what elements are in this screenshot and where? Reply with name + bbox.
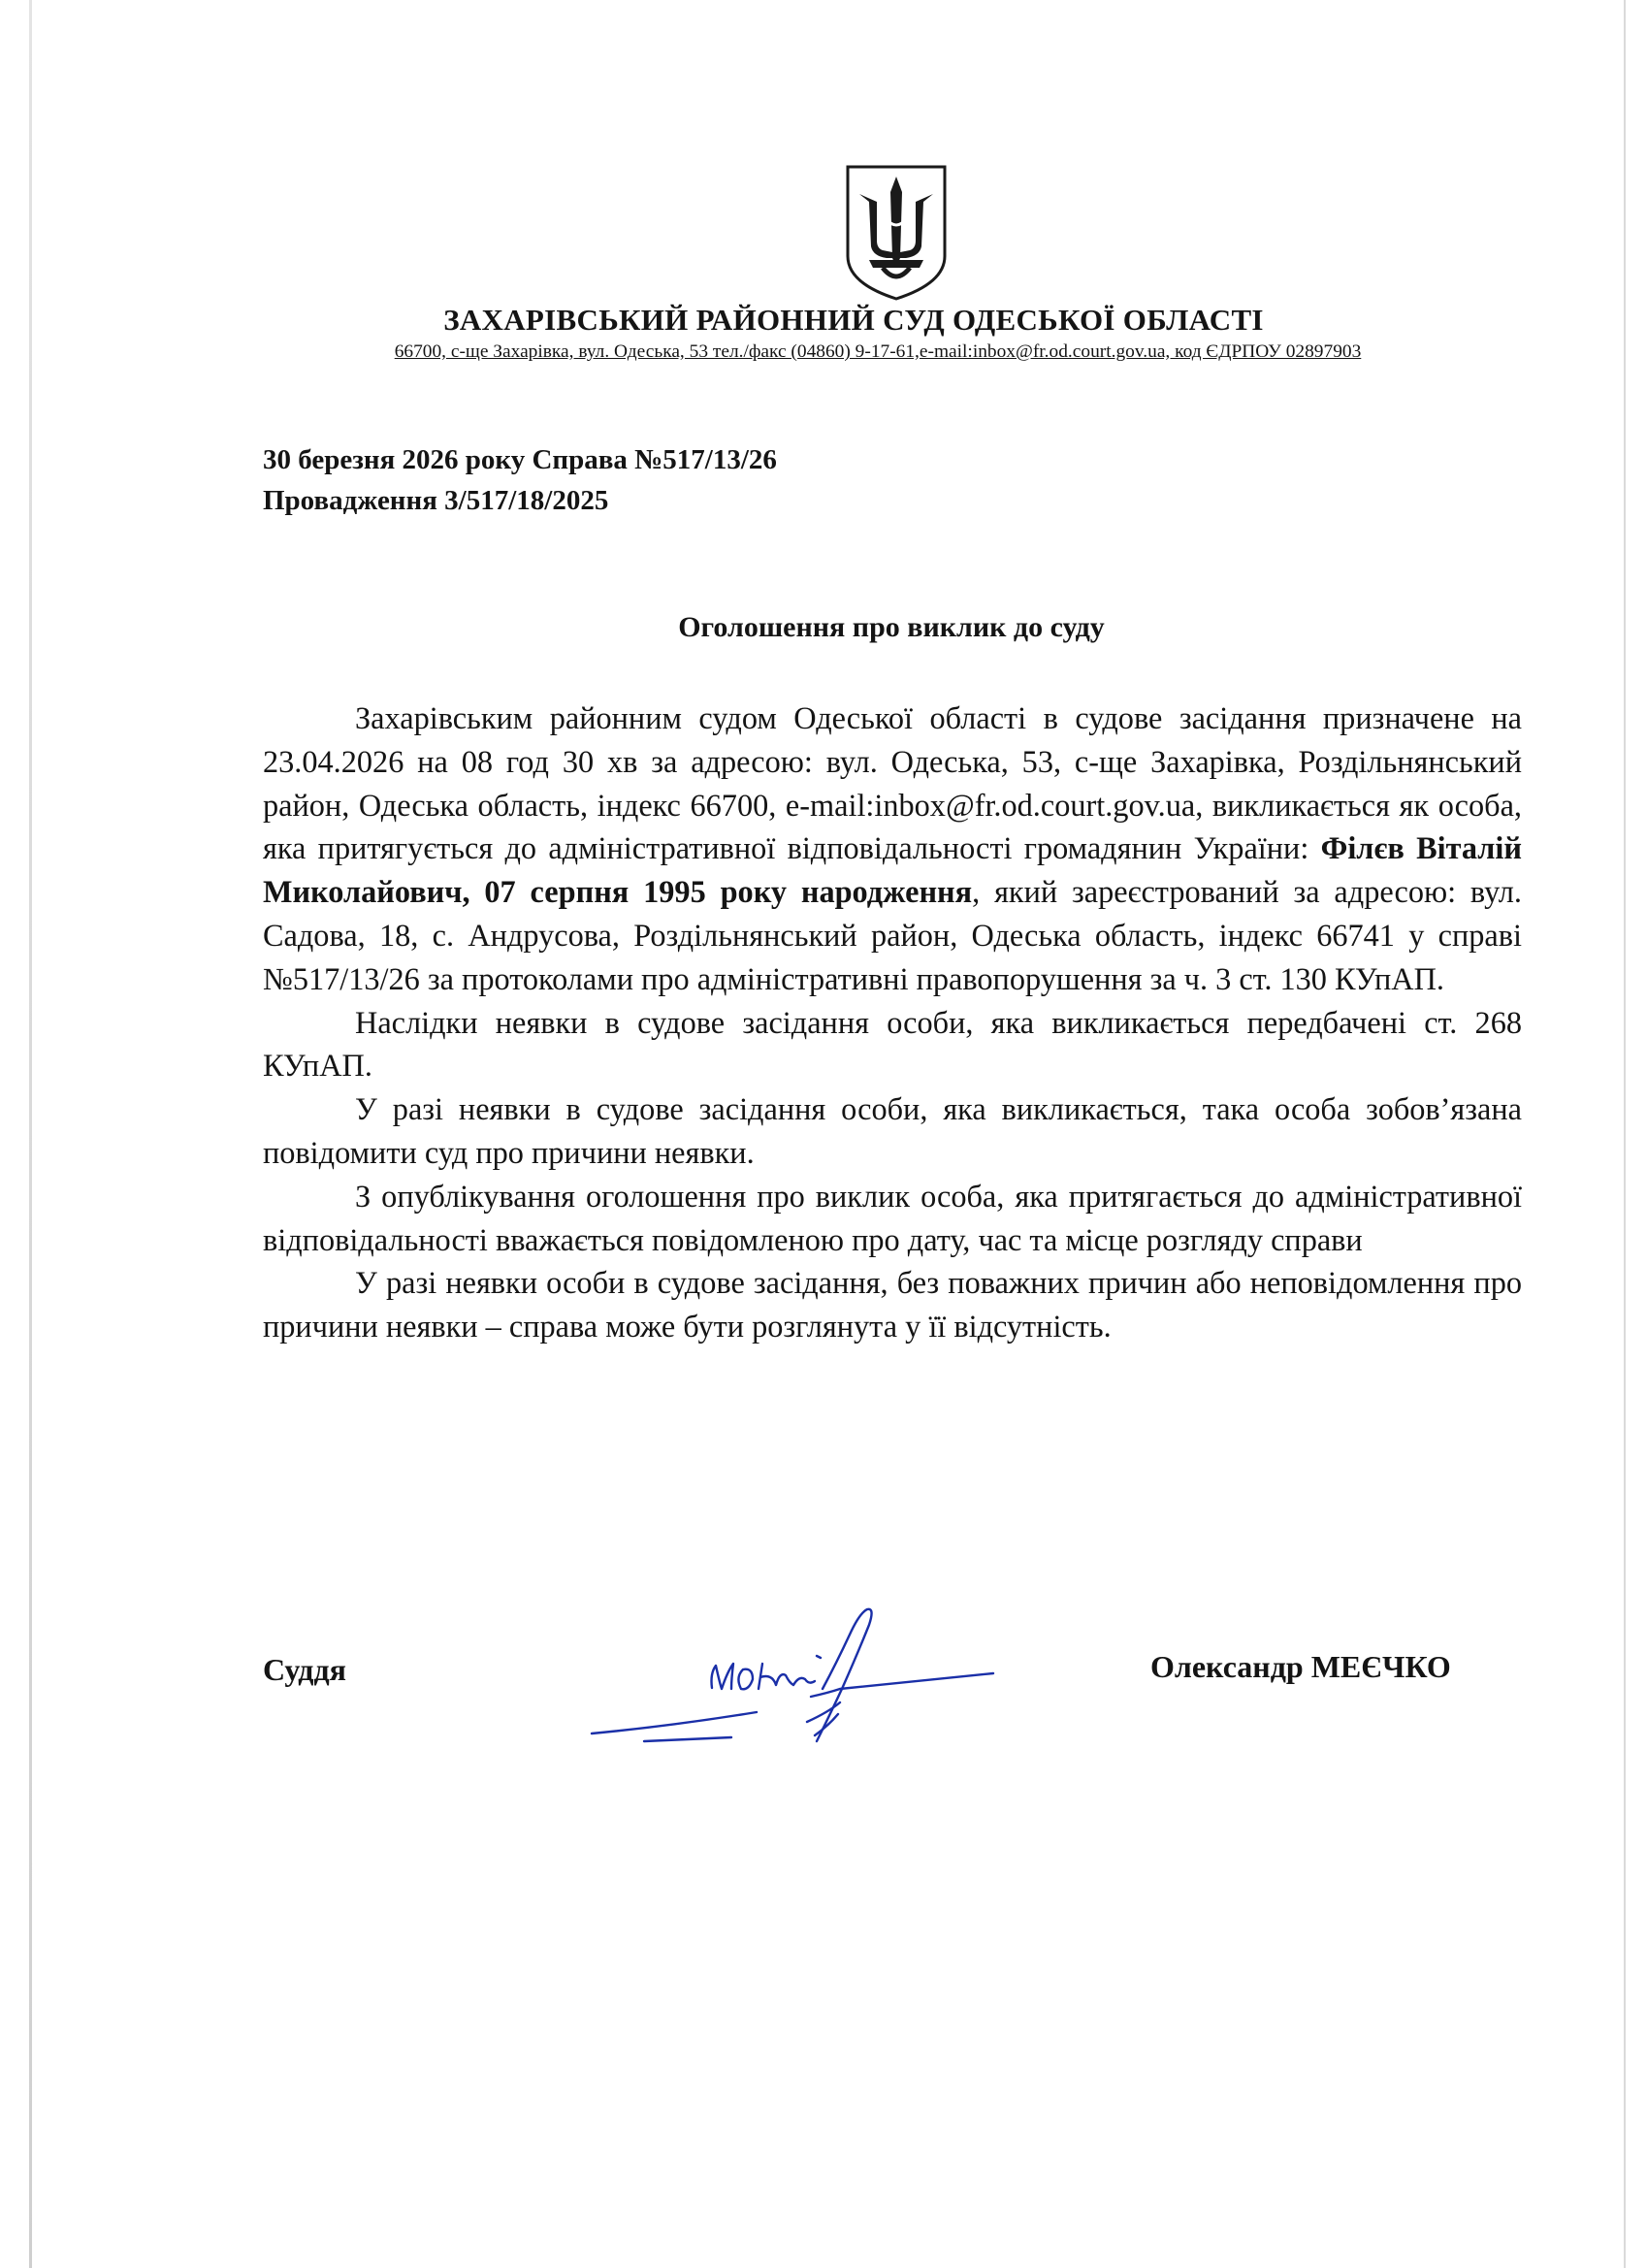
- court-name: ЗАХАРІВСЬКИЙ РАЙОННИЙ СУД ОДЕСЬКОЇ ОБЛАСТІ: [443, 303, 1264, 337]
- paragraph-consequences: Наслідки неявки в судове засідання особи, яка викликається передбачені ст. 268 КУпАП.: [263, 1004, 1522, 1084]
- paragraph-publication: З опублікування оголошення про виклик особа, яка притягається до адміністративної відповідальності вважається повідомленою про дату, час та місце розгляду справи: [263, 1178, 1522, 1257]
- paragraph-absence: У разі неявки особи в судове засідання, без поважних причин або неповідомлення про причини неявки – справа може бути розглянута у її відсутність.: [263, 1265, 1522, 1345]
- court-address: 66700, с-ще Захарівка, вул. Одеська, 53 тел./факс (04860) 9-17-61,e-mail:inbox@fr.od.court.gov.ua, код ЄДРПОУ 02897903: [394, 341, 1362, 362]
- paragraph-notification-duty: У разі неявки в судове засідання особи, яка викликається, така особа зобов’язана повідомити суд про причини неявки.: [263, 1091, 1522, 1170]
- document-body: [263, 697, 1522, 1348]
- document-title: Оголошення про виклик до суду: [678, 611, 1105, 643]
- proceeding-number: Провадження 3/517/18/2025: [263, 485, 609, 516]
- paragraph-summons: Захарівським районним судом Одеської області в судове засідання призначене на 23.04.2026 на 08 год 30 хв за адресою: вул. Одеська, 53, с-ще Захарівка, Роздільнянський район, Одеська область, індекс 66700, e-mail:inbox@fr.od.court.gov.ua, викликається як особа, яка притягується до адміністративної відповідальності громадянин України: Філєв Віталій Миколайович, 07 серпня 1995 року народження, який зареєстрований за адресою: вул. Садова, 18, с. Андрусова, Роздільнянський район, Одеська область, індекс 66741 у справі №517/13/26 за протоколами про адміністративні правопорушення за ч. 3 ст. 130 КУпАП.: [263, 700, 1522, 996]
- page-left-edge: [29, 0, 32, 2268]
- page-right-edge: [1624, 0, 1626, 2268]
- judge-label: Суддя: [263, 1652, 346, 1687]
- handwritten-signature-icon: [586, 1596, 1051, 1770]
- trident-emblem-icon: [844, 163, 949, 303]
- defendant-name: Філєв Віталій Миколайович, 07 серпня 1995 року народження: [263, 830, 1522, 910]
- case-date-number: 30 березня 2026 року Справа №517/13/26: [263, 444, 777, 475]
- judge-name: Олександр МЕЄЧКО: [1150, 1649, 1451, 1684]
